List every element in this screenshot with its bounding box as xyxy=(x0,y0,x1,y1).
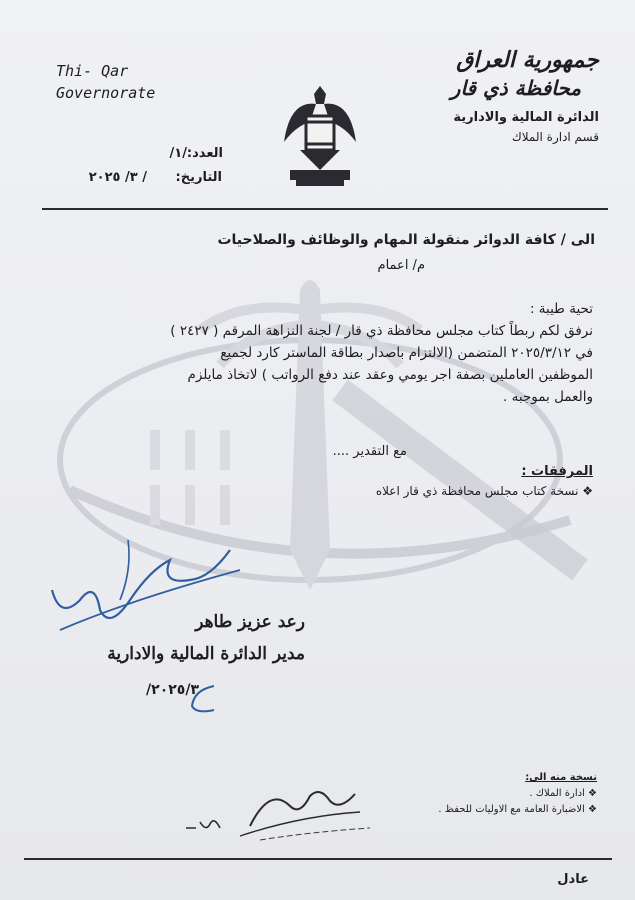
republic-name: جمهورية العراق xyxy=(456,47,599,73)
reference-number: العدد:/١/ xyxy=(169,146,223,161)
blue-pen-mark xyxy=(184,680,224,720)
copy-text: ادارة الملاك . xyxy=(529,788,585,799)
english-header-line2: Governorate xyxy=(56,84,156,102)
header-divider xyxy=(42,208,608,210)
blue-signature xyxy=(40,530,280,650)
attachment-item xyxy=(376,484,593,498)
governorate-name: محافظة ذي قار xyxy=(450,76,581,100)
copy-item xyxy=(529,788,597,799)
footer-divider xyxy=(24,858,612,860)
section-name: قسم ادارة الملاك xyxy=(511,130,599,144)
signatory-title: مدير الدائرة المالية والادارية xyxy=(107,644,305,664)
black-signature-stamp xyxy=(180,776,380,856)
thanks-dots: .... xyxy=(332,444,350,459)
bullet-icon: ❖ xyxy=(584,788,597,799)
arabic-header xyxy=(359,46,599,146)
letter-body-line: نرفق لكم ربطاً كتاب مجلس محافظة ذي قار / لجنة النزاهة المرقم ( ٢٤٢٧ ) xyxy=(170,323,593,339)
letter-greeting: تحية طيبة : xyxy=(529,301,593,317)
closing-thanks xyxy=(333,444,407,459)
attachment-text: نسخة كتاب مجلس محافظة ذي قار اعلاه xyxy=(375,484,579,498)
english-header-line1: Thi- Qar xyxy=(56,62,129,80)
date-label: التاريخ: xyxy=(175,170,222,185)
reference-date xyxy=(52,170,222,185)
copies-title: نسخة منه الى: xyxy=(525,772,597,783)
letter-addressee: الى / كافة الدوائر منقولة المهام والوظائف والصلاحيات xyxy=(217,232,595,248)
letter-body-line: والعمل بموجبه . xyxy=(503,389,593,405)
letter-subject: م/ اعمام xyxy=(377,258,425,273)
bullet-icon: ❖ xyxy=(584,804,597,815)
date-value: / ٣/ ٢٠٢٥ xyxy=(88,170,147,185)
eagle-emblem-icon xyxy=(280,82,360,190)
footer-typist-name: عادل xyxy=(557,872,589,887)
thanks-text: مع التقدير xyxy=(353,444,407,459)
department-name: الدائرة المالية والادارية xyxy=(453,110,599,125)
bullet-icon: ❖ xyxy=(578,484,593,498)
letter-body-line: الموظفين العاملين بصفة اجر يومي وعقد عند دفع الرواتب ) لاتخاذ مايلزم xyxy=(187,367,593,383)
letter-body xyxy=(53,298,593,408)
english-header xyxy=(56,60,155,104)
attachments-title: المرفقات : xyxy=(521,464,593,479)
copy-item xyxy=(438,804,597,815)
copy-text: الاضبارة العامة مع الاوليات للحفظ . xyxy=(438,804,585,815)
letter-body-line: في ٢٠٢٥/٣/١٢ المتضمن (الالتزام باصدار بطاقة الماستر كارد لجميع xyxy=(220,345,593,361)
signatory-name: رعد عزيز طاهر xyxy=(195,612,305,632)
signature-date: ٢٠٢٥/٣/ xyxy=(146,682,199,698)
